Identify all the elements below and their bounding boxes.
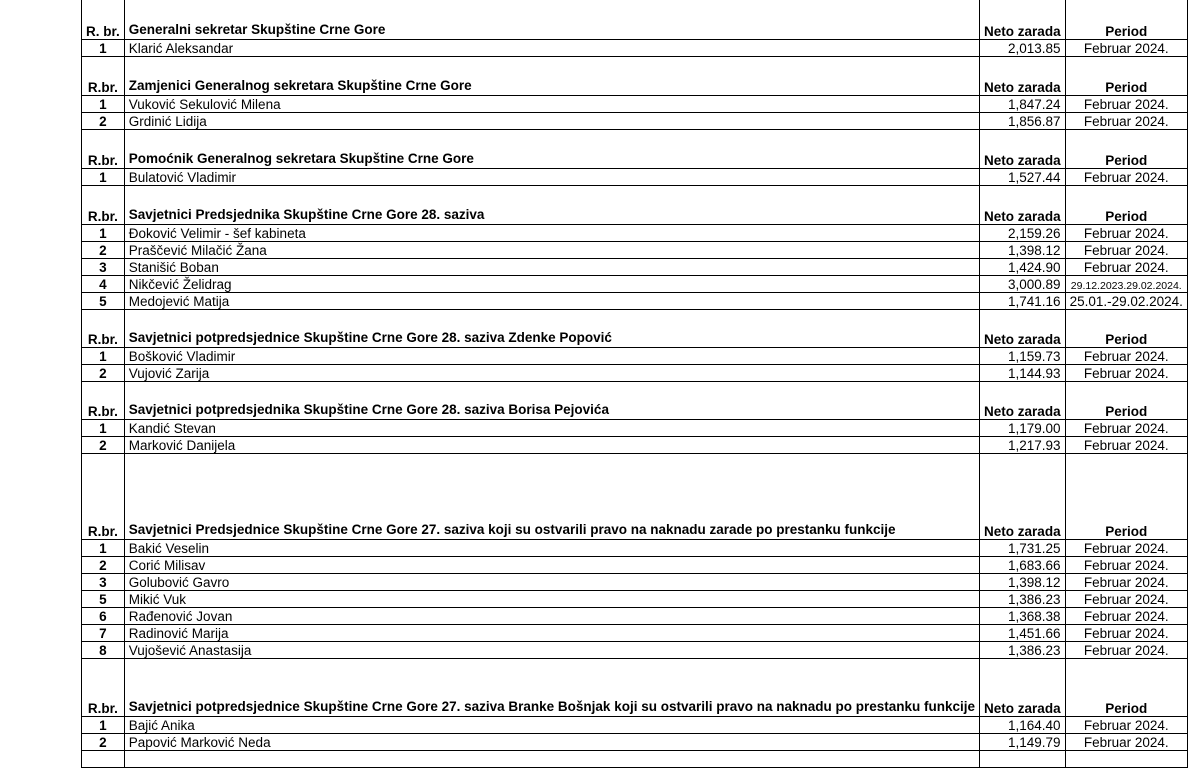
net-salary-header: Neto zarada xyxy=(980,501,1066,539)
table-row xyxy=(82,224,1188,241)
row-number: 8 xyxy=(82,641,125,658)
employee-name: Mikić Vuk xyxy=(124,590,979,607)
spacer-cell xyxy=(82,129,125,149)
spacer-cell xyxy=(124,56,979,76)
period-value: Februar 2024. xyxy=(1065,419,1187,436)
table-row xyxy=(82,641,1188,658)
period-value: Februar 2024. xyxy=(1065,364,1187,381)
employee-name: Bošković Vladimir xyxy=(124,347,979,364)
employee-name: Đoković Velimir - šef kabineta xyxy=(124,224,979,241)
employee-name: Bajić Anika xyxy=(124,716,979,733)
spacer-cell xyxy=(980,56,1066,76)
table-row xyxy=(82,556,1188,573)
row-number: 7 xyxy=(82,624,125,641)
section-header-row xyxy=(82,76,1188,95)
spacer-cell xyxy=(82,0,125,20)
section-title: Savjetnici potpredsjednika Skupštine Crne Gore 28. saziva Borisa Pejovića xyxy=(124,381,979,419)
period-value: Februar 2024. xyxy=(1065,624,1187,641)
row-number: 5 xyxy=(82,292,125,309)
row-number: 1 xyxy=(82,95,125,112)
spacer-cell xyxy=(82,56,125,76)
row-number: 1 xyxy=(82,168,125,185)
table-row xyxy=(82,112,1188,129)
section-title: Savjetnici Predsjednika Skupštine Crne Gore 28. saziva xyxy=(124,205,979,224)
row-number: 1 xyxy=(82,224,125,241)
period-header: Period xyxy=(1065,76,1187,95)
period-value: Februar 2024. xyxy=(1065,168,1187,185)
table-row xyxy=(82,292,1188,309)
employee-name: Vuković Sekulović Milena xyxy=(124,95,979,112)
section-title: Zamjenici Generalnog sekretara Skupštine Crne Gore xyxy=(124,76,979,95)
employee-name: Vujošević Anastasija xyxy=(124,641,979,658)
period-header: Period xyxy=(1065,658,1187,716)
row-number: 4 xyxy=(82,275,125,292)
table-row xyxy=(82,168,1188,185)
table-row xyxy=(82,419,1188,436)
net-salary-header: Neto zarada xyxy=(980,20,1066,39)
period-value: Februar 2024. xyxy=(1065,39,1187,56)
spacer-cell xyxy=(1065,0,1187,20)
net-salary-value: 1,368.38 xyxy=(980,607,1066,624)
net-salary-value: 1,217.93 xyxy=(980,436,1066,453)
net-salary-value: 1,179.00 xyxy=(980,419,1066,436)
period-value: Februar 2024. xyxy=(1065,95,1187,112)
period-value: Februar 2024. xyxy=(1065,347,1187,364)
period-header: Period xyxy=(1065,149,1187,168)
row-number: 5 xyxy=(82,590,125,607)
net-salary-value: 2,013.85 xyxy=(980,39,1066,56)
table-row xyxy=(82,95,1188,112)
net-salary-header: Neto zarada xyxy=(980,309,1066,347)
table-row xyxy=(82,716,1188,733)
spacer-cell xyxy=(1065,453,1187,501)
section-header-row xyxy=(82,381,1188,419)
net-salary-value: 1,741.16 xyxy=(980,292,1066,309)
row-number: 1 xyxy=(82,716,125,733)
section-header-row xyxy=(82,20,1188,39)
period-value: Februar 2024. xyxy=(1065,224,1187,241)
spacer-cell xyxy=(82,453,125,501)
table-row xyxy=(82,624,1188,641)
employee-name: Corić Milisav xyxy=(124,556,979,573)
section-header-row xyxy=(82,501,1188,539)
spacer-cell xyxy=(980,453,1066,501)
section-spacer xyxy=(82,453,1188,501)
table-row xyxy=(82,275,1188,292)
rbr-header: R.br. xyxy=(82,501,125,539)
period-header: Period xyxy=(1065,205,1187,224)
row-number: 2 xyxy=(82,556,125,573)
table-row xyxy=(82,436,1188,453)
employee-name: Praščević Milačić Žana xyxy=(124,241,979,258)
period-value: Februar 2024. xyxy=(1065,641,1187,658)
spacer-cell xyxy=(124,0,979,20)
rbr-header: R.br. xyxy=(82,309,125,347)
row-number: 2 xyxy=(82,241,125,258)
net-salary-value: 1,847.24 xyxy=(980,95,1066,112)
period-value: Februar 2024. xyxy=(1065,607,1187,624)
employee-name: Stanišić Boban xyxy=(124,258,979,275)
section-title: Savjetnici potpredsjednice Skupštine Crne Gore 28. saziva Zdenke Popović xyxy=(124,309,979,347)
section-header-row xyxy=(82,149,1188,168)
net-salary-value: 2,159.26 xyxy=(980,224,1066,241)
period-value: Februar 2024. xyxy=(1065,573,1187,590)
employee-name: Bulatović Vladimir xyxy=(124,168,979,185)
table-row xyxy=(82,539,1188,556)
employee-name: Grdinić Lidija xyxy=(124,112,979,129)
table-row xyxy=(82,733,1188,750)
row-number: 3 xyxy=(82,573,125,590)
employee-name: Marković Danijela xyxy=(124,436,979,453)
table-row xyxy=(82,347,1188,364)
period-header: Period xyxy=(1065,381,1187,419)
rbr-header: R.br. xyxy=(82,381,125,419)
employee-name: Bakić Veselin xyxy=(124,539,979,556)
period-value: Februar 2024. xyxy=(1065,258,1187,275)
employee-name: Papović Marković Neda xyxy=(124,733,979,750)
empty-cell xyxy=(82,750,125,767)
net-salary-value: 1,149.79 xyxy=(980,733,1066,750)
section-title: Pomoćnik Generalnog sekretara Skupštine Crne Gore xyxy=(124,149,979,168)
spacer-cell xyxy=(1065,129,1187,149)
spacer-cell xyxy=(1065,185,1187,205)
spacer-cell xyxy=(1065,56,1187,76)
period-value: Februar 2024. xyxy=(1065,716,1187,733)
net-salary-value: 1,398.12 xyxy=(980,573,1066,590)
net-salary-value: 1,164.40 xyxy=(980,716,1066,733)
period-header: Period xyxy=(1065,20,1187,39)
section-spacer xyxy=(82,56,1188,76)
empty-cell xyxy=(124,750,979,767)
period-value: Februar 2024. xyxy=(1065,590,1187,607)
net-salary-header: Neto zarada xyxy=(980,205,1066,224)
spacer-cell xyxy=(980,129,1066,149)
section-title: Generalni sekretar Skupštine Crne Gore xyxy=(124,20,979,39)
section-title: Savjetnici Predsjednice Skupštine Crne Gore 27. saziva koji su ostvarili pravo na naknadu zarade po prestanku funkcije xyxy=(124,501,979,539)
rbr-header: R.br. xyxy=(82,205,125,224)
row-number: 2 xyxy=(82,364,125,381)
net-salary-header: Neto zarada xyxy=(980,149,1066,168)
table-row xyxy=(82,258,1188,275)
employee-name: Klarić Aleksandar xyxy=(124,39,979,56)
net-salary-value: 1,856.87 xyxy=(980,112,1066,129)
empty-cell xyxy=(1065,750,1187,767)
table-row xyxy=(82,573,1188,590)
salary-table xyxy=(81,0,1188,768)
net-salary-value: 1,386.23 xyxy=(980,590,1066,607)
empty-cell xyxy=(980,750,1066,767)
net-salary-header: Neto zarada xyxy=(980,381,1066,419)
table-row xyxy=(82,364,1188,381)
period-value: Februar 2024. xyxy=(1065,556,1187,573)
row-number: 6 xyxy=(82,607,125,624)
employee-name: Medojević Matija xyxy=(124,292,979,309)
employee-name: Vujović Zarija xyxy=(124,364,979,381)
rbr-header: R.br. xyxy=(82,658,125,716)
net-salary-value: 1,451.66 xyxy=(980,624,1066,641)
net-salary-value: 1,731.25 xyxy=(980,539,1066,556)
section-header-row xyxy=(82,309,1188,347)
table-row xyxy=(82,590,1188,607)
row-number: 2 xyxy=(82,112,125,129)
row-number: 3 xyxy=(82,258,125,275)
salary-table-body xyxy=(82,0,1188,767)
section-header-row xyxy=(82,658,1188,716)
spacer-cell xyxy=(980,0,1066,20)
employee-name: Rađenović Jovan xyxy=(124,607,979,624)
row-number: 2 xyxy=(82,436,125,453)
employee-name: Kandić Stevan xyxy=(124,419,979,436)
net-salary-value: 3,000.89 xyxy=(980,275,1066,292)
net-salary-value: 1,424.90 xyxy=(980,258,1066,275)
net-salary-value: 1,144.93 xyxy=(980,364,1066,381)
spacer-cell xyxy=(124,453,979,501)
net-salary-header: Neto zarada xyxy=(980,76,1066,95)
net-salary-header: Neto zarada xyxy=(980,658,1066,716)
period-value: Februar 2024. xyxy=(1065,112,1187,129)
period-value: 29.12.2023.29.02.2024. xyxy=(1065,275,1187,292)
net-salary-value: 1,386.23 xyxy=(980,641,1066,658)
period-value: Februar 2024. xyxy=(1065,733,1187,750)
section-spacer xyxy=(82,0,1188,20)
row-number: 1 xyxy=(82,419,125,436)
row-number: 1 xyxy=(82,39,125,56)
row-number: 1 xyxy=(82,347,125,364)
net-salary-value: 1,159.73 xyxy=(980,347,1066,364)
period-value: Februar 2024. xyxy=(1065,539,1187,556)
period-header: Period xyxy=(1065,309,1187,347)
rbr-header: R.br. xyxy=(82,76,125,95)
table-row xyxy=(82,241,1188,258)
spacer-cell xyxy=(124,129,979,149)
period-value: 25.01.-29.02.2024. xyxy=(1065,292,1187,309)
section-header-row xyxy=(82,205,1188,224)
table-row xyxy=(82,39,1188,56)
section-title: Savjetnici potpredsjednice Skupštine Crne Gore 27. saziva Branke Bošnjak koji su ostvarili pravo na naknadu po prestanku funkcije xyxy=(124,658,979,716)
net-salary-value: 1,527.44 xyxy=(980,168,1066,185)
spacer-cell xyxy=(82,185,125,205)
net-salary-value: 1,398.12 xyxy=(980,241,1066,258)
section-spacer xyxy=(82,185,1188,205)
employee-name: Radinović Marija xyxy=(124,624,979,641)
table-end-row xyxy=(82,750,1188,767)
spacer-cell xyxy=(124,185,979,205)
section-spacer xyxy=(82,129,1188,149)
employee-name: Golubović Gavro xyxy=(124,573,979,590)
net-salary-value: 1,683.66 xyxy=(980,556,1066,573)
rbr-header: R.br. xyxy=(82,149,125,168)
table-row xyxy=(82,607,1188,624)
employee-name: Nikčević Želidrag xyxy=(124,275,979,292)
row-number: 2 xyxy=(82,733,125,750)
period-value: Februar 2024. xyxy=(1065,241,1187,258)
row-number: 1 xyxy=(82,539,125,556)
rbr-header: R. br. xyxy=(82,20,125,39)
spacer-cell xyxy=(980,185,1066,205)
period-value: Februar 2024. xyxy=(1065,436,1187,453)
period-header: Period xyxy=(1065,501,1187,539)
